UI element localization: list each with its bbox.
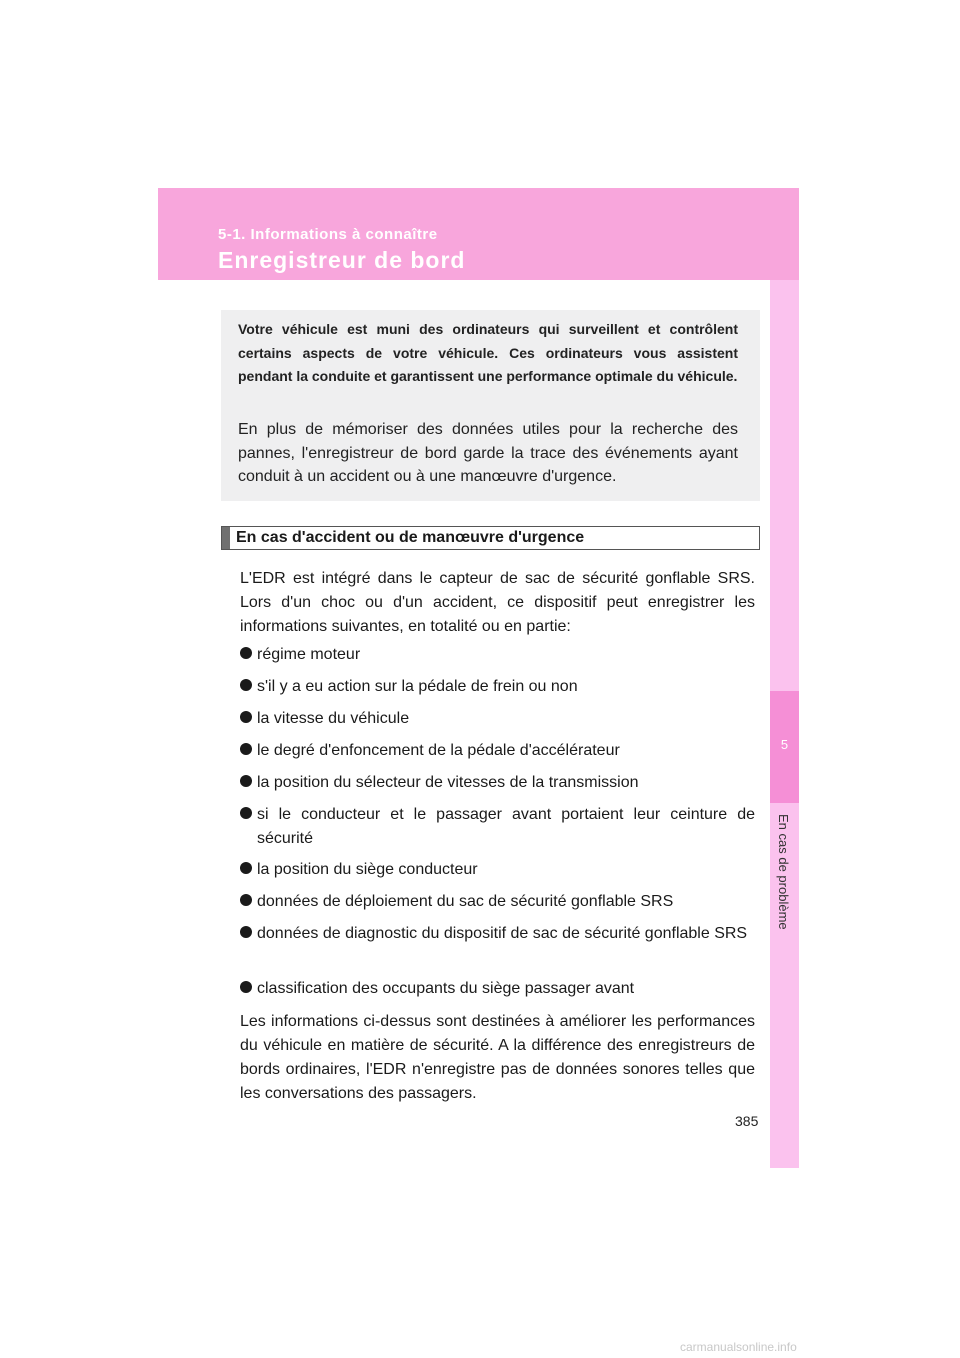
list-item-text: classification des occupants du siège passager avant bbox=[257, 980, 635, 997]
intro-paragraph: L'EDR est intégré dans le capteur de sac de sécurité gonflable SRS. Lors d'un choc ou d'un accident, ce dispositif peut enregistrer les informations suivantes, en totalité ou en partie: bbox=[240, 570, 755, 635]
bullet-icon bbox=[240, 775, 252, 787]
section-heading: En cas d'accident ou de manœuvre d'urgence bbox=[236, 529, 585, 546]
section-heading-box bbox=[221, 526, 760, 550]
bullet-icon bbox=[240, 647, 252, 659]
list-item bbox=[240, 707, 755, 731]
section-heading-marker bbox=[222, 527, 230, 549]
bullet-icon bbox=[240, 894, 252, 906]
list-item bbox=[240, 771, 755, 795]
list-item bbox=[240, 739, 755, 763]
bullet-icon bbox=[240, 862, 252, 874]
bullet-icon bbox=[240, 807, 252, 819]
section-label: 5-1. Informations à connaître bbox=[218, 226, 438, 243]
watermark: carmanualsonline.info bbox=[680, 1340, 797, 1354]
page-number: 385 bbox=[735, 1113, 759, 1129]
list-item bbox=[240, 858, 755, 882]
list-item bbox=[240, 890, 755, 914]
bullet-icon bbox=[240, 981, 252, 993]
list-item-text: la vitesse du véhicule bbox=[257, 710, 410, 727]
list-item bbox=[240, 675, 755, 699]
list-item-text: la position du sélecteur de vitesses de la transmission bbox=[257, 774, 639, 791]
side-chapter-title: En cas de problème bbox=[776, 814, 791, 930]
intro-bold-text: Votre véhicule est muni des ordinateurs qui surveillent et contrôlent certains aspects de votre véhicule. Ces ordinateurs vous assistent pendant la conduite et garantissent une performance optimale du véhicule. bbox=[238, 321, 738, 384]
list-item bbox=[240, 922, 755, 946]
page-title: Enregistreur de bord bbox=[218, 247, 466, 273]
list-item-text: données de déploiement du sac de sécurité gonflable SRS bbox=[257, 893, 674, 910]
list-item-text: la position du siège conducteur bbox=[257, 861, 478, 878]
list-item bbox=[240, 977, 755, 1001]
bullet-icon bbox=[240, 743, 252, 755]
bullet-icon bbox=[240, 679, 252, 691]
list-item-text: régime moteur bbox=[257, 646, 361, 663]
bullet-icon bbox=[240, 926, 252, 938]
intro-normal-text: En plus de mémoriser des données utiles pour la recherche des pannes, l'enregistreur de bord garde la trace des événements ayant conduit à un accident ou à une manœuvre d'urgence. bbox=[238, 421, 738, 485]
bullet-icon bbox=[240, 711, 252, 723]
closing-paragraph: Les informations ci-dessus sont destinées à améliorer les performances du véhicule en matière de sécurité. A la différence des enregistreurs de bords ordinaires, l'EDR n'enregistre pas de données sonores telles que les conversations des passagers. bbox=[240, 1013, 755, 1102]
side-chapter-number: 5 bbox=[780, 737, 789, 752]
list-item bbox=[240, 643, 755, 667]
list-item bbox=[240, 803, 755, 851]
list-item-text: s'il y a eu action sur la pédale de frein ou non bbox=[257, 678, 578, 695]
list-item-text: le degré d'enfoncement de la pédale d'accélérateur bbox=[257, 742, 620, 759]
list-item-text: données de diagnostic du dispositif de sac de sécurité gonflable SRS bbox=[257, 925, 748, 942]
list-item-text: si le conducteur et le passager avant portaient leur ceinture de sécurité bbox=[257, 806, 755, 847]
